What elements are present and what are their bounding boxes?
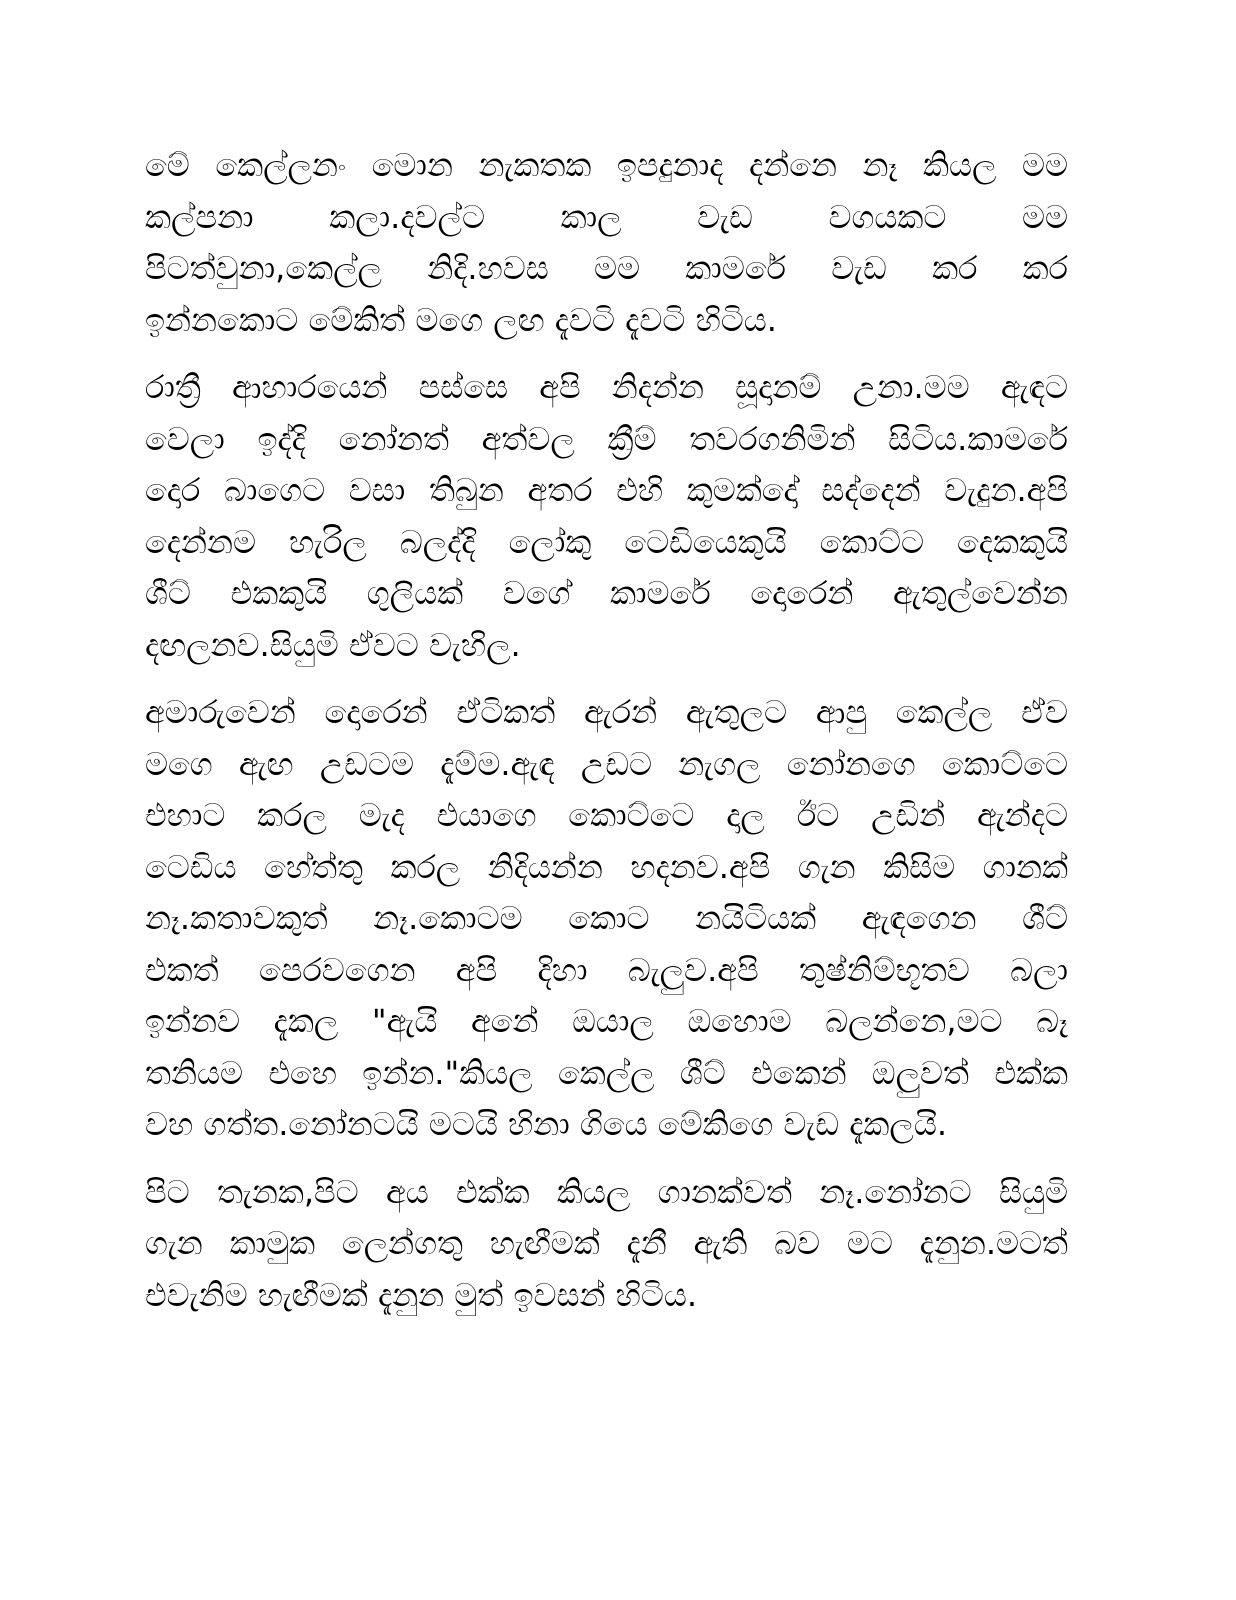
text-line: නෑ.කතාවකුත් නෑ.කොටම කොට නයිටියක් ඇඳගෙන ශීට් [145, 899, 1068, 937]
text-line: තනියම එහෙ ඉන්න."කියල කෙල්ල ශීට් එකෙන් ඔලුවත් එක්ක [145, 1053, 1068, 1092]
text-line: වහ ගත්ත.නෝනටයි මටයි හිනා ගියෙ මේකිගෙ වැඩ දැකලයි. [145, 1105, 948, 1143]
text-line: එහාට කරල මැද එයාගෙ කොට්ටෙ දාල ඊට උඩින් ඇන්දට [145, 796, 1068, 834]
paragraph-1 [145, 140, 1068, 346]
text-line: දොර බාගෙට වසා තිබුන අතර එහි කුමක්දෝ සද්දෙන් වැදුන.අපි [145, 471, 1068, 509]
text-line: පිටත්වුනා,කෙල්ල නිදි.හවස මම කාමරේ වැඩ කර කර [145, 249, 1068, 287]
text-line: මගෙ ඇඟ උඩටම දැම්ම.ඇඳ උඩට නැගල නෝනගෙ කොට්ටෙ [145, 744, 1068, 783]
text-line: දඟලනව.සියුමි ඒවට වැහිල. [145, 625, 521, 664]
text-line: දෙන්නම හැරිල බලද්දි ලෝකු ටෙඩියෙකුයි කොට්ට දෙකකුයි [145, 522, 1068, 561]
text-line: රාත්‍රී ආහාරයෙන් පස්සෙ අපි නිදන්න සූදානම් උනා.මම ඇඳට [145, 368, 1068, 406]
text-line: පිට තැනක,පිට අය එක්ක කියල ගානක්වත් නෑ.නෝනට සියුමි [145, 1172, 1068, 1211]
text-line: මේ කෙල්ලනං මොන නැකතක ඉපදුනාද දන්නෙ නෑ කියල මම [145, 146, 1068, 184]
paragraph-2 [145, 362, 1068, 671]
text-line: ඉන්නව දැකල "ඇයි අනේ ඔයාල ඔහොම බලන්නෙ,මට බෑ [145, 1002, 1068, 1040]
text-line: එකත් පෙරවගෙන අපි දිහා බැලුව.අපි තුෂ්නිම්භූතව බලා [145, 950, 1068, 989]
text-line: එවැනිම හැඟීමක් දැනුන මුත් ඉවසන් හිටිය. [145, 1275, 698, 1314]
text-line: කල්පනා කලා.දවල්ට කාල වැඩ වගයකට මම [145, 197, 1068, 236]
paragraph-4 [145, 1167, 1068, 1322]
text-line: වෙලා ඉද්දි නෝනත් අත්වල ක්‍රීම් තවරගනිමින් සිටිය.කාමරේ [145, 419, 1068, 458]
text-line: අමාරුවෙන් දොරෙන් ඒටිකත් ඇරන් ඇතුලට ආපු කෙල්ල ඒව [145, 693, 1068, 731]
text-line: ගැන කාමුක ලෙන්ගතු හැඟීමක් දැනී ඇති බව මට දැනුන.මටත් [145, 1224, 1068, 1262]
text-line: ශීට් එකකුයි ගුලියක් වගේ කාමරේ දොරෙන් ඇතුල්වෙන්න [145, 574, 1068, 612]
document-page [145, 140, 1068, 1337]
text-line: ටෙඩිය හේත්තු කරල නිදියන්න හදනව.අපි ගැන කිසිම ගානක් [145, 847, 1068, 886]
text-line: ඉන්නකොට මේකිත් මගෙ ලඟ දැවටි දැවටි හිටිය. [145, 300, 777, 339]
paragraph-3 [145, 687, 1068, 1151]
